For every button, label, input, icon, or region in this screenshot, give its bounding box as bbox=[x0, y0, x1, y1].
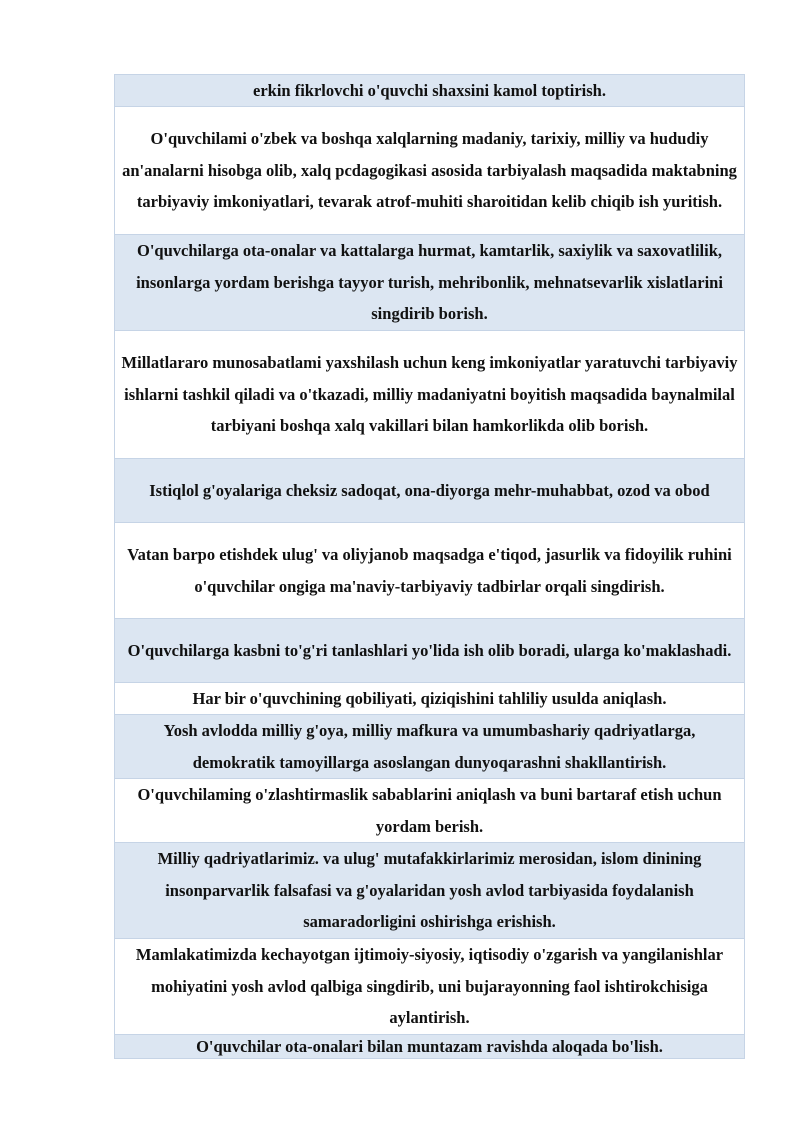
table-row bbox=[115, 235, 744, 331]
table-cell-text: Mamlakatimizda kechayotgan ijtimoiy-siyosiy, iqtisodiy o'zgarish va yangilanishlar mohiyatini yosh avlod qalbiga singdirib, uni bujarayonning faol ishtirokchisiga aylantirish. bbox=[135, 945, 724, 1028]
table-row bbox=[115, 331, 744, 459]
table-cell-text: Istiqlol g'oyalariga cheksiz sadoqat, ona-diyorga mehr-muhabbat, ozod va obod bbox=[149, 480, 710, 500]
table-row bbox=[115, 715, 744, 779]
table-row bbox=[115, 619, 744, 683]
table-cell-text: O'quvchilarga kasbni to'g'ri tanlashlari yo'lida ish olib boradi, ularga ko'maklashadi. bbox=[127, 640, 732, 660]
table-row bbox=[115, 843, 744, 939]
table-cell-text: Yosh avlodda milliy g'oya, milliy mafkura va umumbashariy qadriyatlarga, demokratik tamoyillarga asoslangan dunyoqarashni shakllantirish. bbox=[163, 720, 696, 772]
table-row bbox=[115, 107, 744, 235]
table-cell-text: Vatan barpo etishdek ulug' va oliyjanob maqsadga e'tiqod, jasurlik va fidoyilik ruhini o'quvchilar ongiga ma'naviy-tarbiyaviy tadbirlar orqali singdirish. bbox=[127, 544, 732, 596]
table-cell-text: O'quvchilami o'zbek va boshqa xalqlarning madaniy, tarixiy, milliy va hududiy an'analarni hisobga olib, xalq pcdagogikasi asosida tarbiyalash maqsadida maktabning tarbiyaviy imkoniyatlari, tevarak atrof-muhiti sharoitidan kelib chiqib ish yuritish. bbox=[122, 129, 737, 212]
table-row bbox=[115, 1035, 744, 1059]
table-row bbox=[115, 939, 744, 1035]
table-cell-text: erkin fikrlovchi o'quvchi shaxsini kamol toptirish. bbox=[253, 80, 606, 100]
table-cell-text: O'quvchilarga ota-onalar va kattalarga hurmat, kamtarlik, saxiylik va saxovatlilik, insonlarga yordam berishga tayyor turish, mehribonlik, mehnatsevarlik xislatlarini singdirib borish. bbox=[136, 241, 723, 324]
table-cell-text: Har bir o'quvchining qobiliyati, qiziqishini tahliliy usulda aniqlash. bbox=[192, 688, 667, 708]
table-cell-text: O'quvchilaming o'zlashtirmaslik sabablarini aniqlash va buni bartaraf etish uchun yordam berish. bbox=[137, 784, 722, 836]
table-row bbox=[115, 459, 744, 523]
table-cell-text: O'quvchilar ota-onalari bilan muntazam ravishda aloqada bo'lish. bbox=[196, 1036, 663, 1056]
table-row bbox=[115, 779, 744, 843]
table-row bbox=[115, 683, 744, 715]
goals-table bbox=[114, 74, 745, 1059]
table-cell-text: Milliy qadriyatlarimiz. va ulug' mutafakkirlarimiz merosidan, islom dinining insonparvarlik falsafasi va g'oyalaridan yosh avlod tarbiyasida foydalanish samaradorligini oshirishga erishish. bbox=[157, 849, 702, 932]
table-cell-text: Millatlararo munosabatlami yaxshilash uchun keng imkoniyatlar yaratuvchi tarbiyaviy ishlarni tashkil qiladi va o'tkazadi, milliy madaniyatni boyitish maqsadida baynalmilal tarbiyani boshqa xalq vakillari bilan hamkorlikda olib borish. bbox=[121, 353, 738, 436]
table-row bbox=[115, 523, 744, 619]
table-row bbox=[115, 75, 744, 107]
